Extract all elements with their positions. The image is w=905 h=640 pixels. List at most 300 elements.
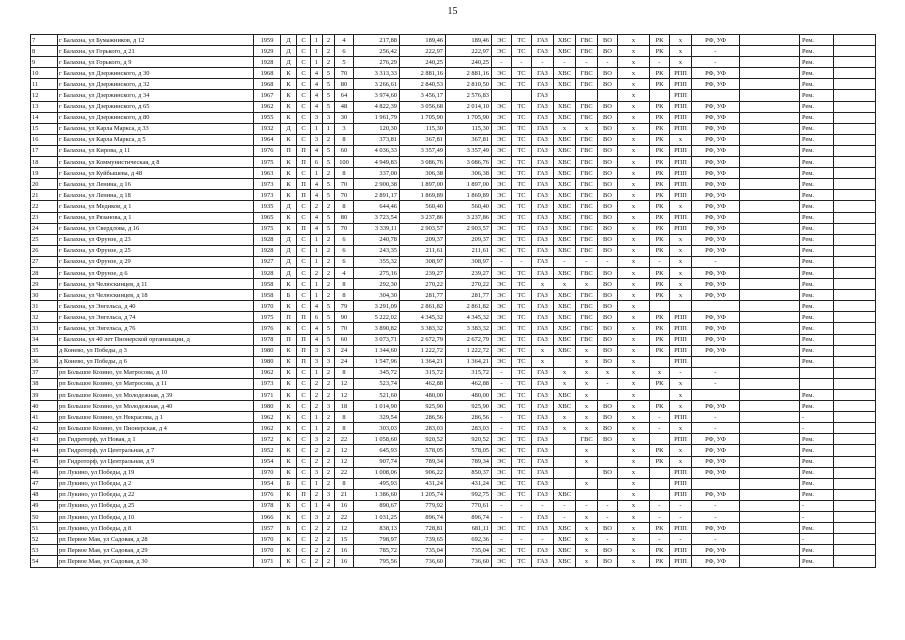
table-cell: 1980	[254, 401, 281, 412]
table-cell: 1 364,21	[446, 356, 492, 367]
table-cell: ГАЗ	[532, 467, 554, 478]
table-cell: РК	[650, 112, 670, 123]
table-cell: д Конево, ул Победы, д 6	[58, 356, 254, 367]
table-cell: ХВС	[554, 290, 576, 301]
table-cell: РПП	[670, 79, 692, 90]
table-cell: 1928	[254, 245, 281, 256]
table-cell: 1	[311, 234, 323, 245]
table-cell	[740, 57, 800, 68]
table-cell: х	[618, 179, 650, 190]
table-cell: РФ, УФ	[692, 245, 740, 256]
table-cell: 2	[311, 378, 323, 389]
table-cell: 90	[335, 312, 354, 323]
table-cell: г Балахна, ул Челюскинцев, д 18	[58, 290, 254, 301]
table-cell: С	[297, 245, 311, 256]
table-cell: ТС	[512, 35, 532, 46]
table-cell	[650, 90, 670, 101]
table-cell	[834, 157, 876, 168]
table-cell: ТС	[512, 201, 532, 212]
table-cell: х	[618, 90, 650, 101]
table-cell	[650, 390, 670, 401]
table-cell: РФ, УФ	[692, 68, 740, 79]
table-cell: 22	[335, 434, 354, 445]
table-cell: 739,65	[400, 534, 446, 545]
table-cell: 115,30	[446, 123, 492, 134]
table-cell: ЭС	[492, 168, 512, 179]
table-cell: 480,00	[400, 390, 446, 401]
table-cell	[740, 545, 800, 556]
table-cell: -	[598, 534, 618, 545]
table-row	[31, 423, 876, 434]
table-cell: ТС	[512, 179, 532, 190]
table-cell: П	[297, 157, 311, 168]
table-cell: ТС	[512, 401, 532, 412]
table-cell	[834, 323, 876, 334]
table-cell: 2	[323, 412, 335, 423]
table-cell: ХВС	[554, 68, 576, 79]
table-row	[31, 123, 876, 134]
table-cell: 70	[335, 68, 354, 79]
table-cell: 1980	[254, 345, 281, 356]
table-cell: 3	[323, 345, 335, 356]
table-cell: ГВС	[576, 35, 598, 46]
table-cell: РФ, УФ	[692, 267, 740, 278]
table-cell: 480,00	[446, 390, 492, 401]
table-cell: 5 222,02	[354, 312, 400, 323]
table-cell: 6	[311, 312, 323, 323]
table-cell: 1 869,89	[400, 190, 446, 201]
table-cell: 3	[335, 123, 354, 134]
table-cell: г Балахна, ул Фрунзе, д 23	[58, 234, 254, 245]
table-cell: 2	[311, 267, 323, 278]
table-cell: 5	[323, 79, 335, 90]
table-cell	[834, 456, 876, 467]
table-row	[31, 378, 876, 389]
table-cell: 770,61	[446, 500, 492, 511]
table-cell: П	[281, 334, 297, 345]
table-cell: 286,56	[446, 412, 492, 423]
table-cell: 46	[31, 467, 58, 478]
table-cell: х	[618, 112, 650, 123]
table-cell: РК	[650, 123, 670, 134]
table-cell: ГАЗ	[532, 101, 554, 112]
table-cell: 2	[323, 534, 335, 545]
table-cell	[740, 267, 800, 278]
table-cell: х	[576, 556, 598, 567]
table-cell: РФ, УФ	[692, 334, 740, 345]
table-cell: 115,30	[400, 123, 446, 134]
table-cell: ГАЗ	[532, 312, 554, 323]
table-cell: К	[281, 489, 297, 500]
table-cell	[576, 90, 598, 101]
table-cell: Рем.	[800, 112, 834, 123]
table-cell: С	[297, 467, 311, 478]
table-cell: 17	[31, 145, 58, 156]
table-cell: 80	[335, 79, 354, 90]
table-cell: 281,77	[400, 290, 446, 301]
table-cell: 5	[323, 157, 335, 168]
table-cell: 692,36	[446, 534, 492, 545]
table-cell: 578,05	[400, 445, 446, 456]
table-cell	[740, 35, 800, 46]
table-cell: ГВС	[576, 245, 598, 256]
table-cell: Рем.	[800, 134, 834, 145]
table-cell: 4	[311, 68, 323, 79]
table-cell: г Балахна, ул Дзержинского, д 30	[58, 68, 254, 79]
table-cell: ГАЗ	[532, 234, 554, 245]
table-cell: ХВС	[554, 46, 576, 57]
table-cell: х	[670, 57, 692, 68]
table-cell: 308,97	[446, 256, 492, 267]
table-cell: 2	[311, 523, 323, 534]
table-cell: -	[554, 500, 576, 511]
table-cell: ВО	[598, 112, 618, 123]
table-cell: К	[281, 101, 297, 112]
table-cell: ЭС	[492, 467, 512, 478]
table-cell: ЭС	[492, 245, 512, 256]
table-cell: 2	[323, 46, 335, 57]
table-cell: П	[297, 145, 311, 156]
table-cell: ГВС	[576, 145, 598, 156]
table-row	[31, 345, 876, 356]
table-cell	[834, 301, 876, 312]
table-row	[31, 445, 876, 456]
table-cell: 560,40	[446, 201, 492, 212]
table-cell: РК	[650, 279, 670, 290]
table-cell: С	[297, 201, 311, 212]
table-cell: ВО	[598, 35, 618, 46]
table-cell: 345,72	[354, 367, 400, 378]
table-cell: 306,38	[446, 168, 492, 179]
table-cell	[834, 190, 876, 201]
table-cell: 1958	[254, 290, 281, 301]
table-cell: 798,97	[354, 534, 400, 545]
table-row	[31, 356, 876, 367]
table-cell: РПП	[670, 467, 692, 478]
table-cell: С	[297, 123, 311, 134]
table-cell: 222,97	[446, 46, 492, 57]
table-cell: г Балахна, ул Фрунзе, д 25	[58, 245, 254, 256]
table-cell: 373,81	[354, 134, 400, 145]
table-cell: 3	[311, 512, 323, 523]
table-cell: С	[297, 267, 311, 278]
table-cell: ТС	[512, 79, 532, 90]
table-cell: РПП	[670, 312, 692, 323]
table-cell: х	[650, 367, 670, 378]
table-cell: РПП	[670, 489, 692, 500]
table-cell	[650, 489, 670, 500]
table-cell: 2	[323, 234, 335, 245]
table-cell: г Балахна, ул Горького, д 21	[58, 46, 254, 57]
table-cell	[740, 334, 800, 345]
table-cell: РПП	[670, 356, 692, 367]
table-cell: х	[618, 345, 650, 356]
table-cell: ВО	[598, 168, 618, 179]
table-cell: 2 810,50	[446, 79, 492, 90]
table-cell: 5	[323, 301, 335, 312]
table-cell: ГВС	[576, 190, 598, 201]
table-cell: рп Лукино, ул Победы, д 10	[58, 512, 254, 523]
table-row	[31, 168, 876, 179]
table-cell: С	[297, 434, 311, 445]
table-cell: ЭС	[492, 545, 512, 556]
table-cell: ВО	[598, 301, 618, 312]
table-cell	[554, 445, 576, 456]
table-cell: -	[598, 57, 618, 68]
table-cell: 521,60	[354, 390, 400, 401]
table-cell	[834, 145, 876, 156]
table-cell	[554, 456, 576, 467]
table-cell: 240,78	[354, 234, 400, 245]
table-cell: 1	[311, 57, 323, 68]
table-cell: 5	[323, 212, 335, 223]
table-cell: РК	[650, 223, 670, 234]
table-cell: 1	[311, 412, 323, 423]
table-cell: 2	[323, 467, 335, 478]
table-cell: 1975	[254, 157, 281, 168]
table-cell: х	[618, 301, 650, 312]
table-cell: х	[576, 356, 598, 367]
table-cell: 2	[323, 256, 335, 267]
table-cell: 2 903,57	[446, 223, 492, 234]
table-cell: 24	[335, 345, 354, 356]
table-cell: г Балахна, ул Бумажников, д 12	[58, 35, 254, 46]
table-cell: 1973	[254, 179, 281, 190]
table-cell: ГВС	[576, 179, 598, 190]
table-cell: 54	[31, 556, 58, 567]
table-cell: 890,67	[354, 500, 400, 511]
table-cell: РК	[650, 523, 670, 534]
table-cell: РФ, УФ	[692, 234, 740, 245]
table-cell: 30	[31, 290, 58, 301]
table-cell: -	[800, 500, 834, 511]
table-cell: ГАЗ	[532, 168, 554, 179]
table-cell: 14	[31, 112, 58, 123]
table-cell: 1	[311, 46, 323, 57]
table-cell: -	[650, 423, 670, 434]
table-cell	[740, 301, 800, 312]
table-cell: Рем.	[800, 456, 834, 467]
table-cell: ГАЗ	[532, 556, 554, 567]
table-cell: х	[618, 456, 650, 467]
table-cell: 8	[335, 168, 354, 179]
table-cell	[834, 500, 876, 511]
table-cell: -	[492, 367, 512, 378]
table-cell: х	[576, 545, 598, 556]
table-row	[31, 223, 876, 234]
table-cell: ТС	[512, 334, 532, 345]
table-cell: 5	[335, 57, 354, 68]
table-cell: ТС	[512, 467, 532, 478]
table-cell	[800, 378, 834, 389]
table-cell: РФ, УФ	[692, 223, 740, 234]
table-cell	[834, 179, 876, 190]
table-cell: г Балахна, ул Ленина, д 16	[58, 179, 254, 190]
table-cell	[740, 423, 800, 434]
table-cell: 1959	[254, 35, 281, 46]
table-cell: С	[297, 512, 311, 523]
table-cell: х	[576, 423, 598, 434]
table-cell: 462,88	[400, 378, 446, 389]
table-row	[31, 556, 876, 567]
table-cell: ХВС	[554, 390, 576, 401]
table-cell: 1 222,72	[446, 345, 492, 356]
table-cell: 1958	[254, 279, 281, 290]
table-cell: 906,22	[400, 467, 446, 478]
table-cell: ГАЗ	[532, 201, 554, 212]
table-cell: рп Первое Мая, ул Садовая, д 29	[58, 545, 254, 556]
table-row	[31, 434, 876, 445]
table-cell: 3	[323, 356, 335, 367]
table-cell: 920,52	[400, 434, 446, 445]
table-cell: РФ, УФ	[692, 556, 740, 567]
table-cell: 15	[31, 123, 58, 134]
table-cell: 5	[323, 101, 335, 112]
table-cell: ЭС	[492, 478, 512, 489]
page-number: 15	[447, 6, 458, 17]
table-cell: ТС	[512, 545, 532, 556]
table-cell: -	[650, 412, 670, 423]
table-row	[31, 401, 876, 412]
table-cell: РПП	[670, 478, 692, 489]
table-cell: рп Большое Козино, ул Молодежная, д 39	[58, 390, 254, 401]
table-cell	[834, 112, 876, 123]
table-cell: 4	[311, 323, 323, 334]
table-cell: 29	[31, 279, 58, 290]
table-cell: РФ, УФ	[692, 179, 740, 190]
table-cell: Рем.	[800, 35, 834, 46]
table-cell: 1968	[254, 68, 281, 79]
table-cell: -	[492, 256, 512, 267]
table-cell	[834, 223, 876, 234]
table-cell: П	[281, 312, 297, 323]
table-cell: 3 723,54	[354, 212, 400, 223]
table-cell: -	[692, 378, 740, 389]
table-cell: РФ, УФ	[692, 145, 740, 156]
table-cell: г Балахна, ул Энгельса, д 40	[58, 301, 254, 312]
table-cell: ТС	[512, 367, 532, 378]
table-cell: ЭС	[492, 267, 512, 278]
table-cell	[740, 523, 800, 534]
table-cell: РК	[650, 323, 670, 334]
table-cell: х	[576, 345, 598, 356]
table-cell: Рем.	[800, 223, 834, 234]
table-cell: РПП	[670, 157, 692, 168]
table-cell	[740, 112, 800, 123]
table-row	[31, 57, 876, 68]
table-cell: Д	[281, 46, 297, 57]
table-cell: РФ, УФ	[692, 489, 740, 500]
table-cell: ЭС	[492, 334, 512, 345]
table-cell: 1972	[254, 434, 281, 445]
table-cell: 5	[323, 90, 335, 101]
table-cell: ЭС	[492, 35, 512, 46]
table-cell: ХВС	[554, 145, 576, 156]
table-cell: х	[618, 201, 650, 212]
table-cell: -	[670, 512, 692, 523]
table-cell: 2 903,57	[400, 223, 446, 234]
table-cell: Б	[281, 523, 297, 534]
table-cell: -	[492, 412, 512, 423]
table-cell: 1964	[254, 134, 281, 145]
table-cell	[692, 356, 740, 367]
table-cell: Рем.	[800, 90, 834, 101]
table-cell: 211,61	[446, 245, 492, 256]
table-cell: 1	[311, 256, 323, 267]
table-cell	[740, 445, 800, 456]
table-cell: -	[492, 500, 512, 511]
table-cell: ХВС	[554, 101, 576, 112]
table-cell: ТС	[512, 101, 532, 112]
table-cell: ГВС	[576, 312, 598, 323]
table-cell: ВО	[598, 79, 618, 90]
table-cell: рп Гидроторф, ул Центральная, д 9	[58, 456, 254, 467]
table-cell: -	[692, 367, 740, 378]
table-cell: ТС	[512, 412, 532, 423]
table-cell: К	[281, 68, 297, 79]
table-cell: -	[650, 534, 670, 545]
table-cell: -	[554, 256, 576, 267]
table-cell: ГВС	[576, 212, 598, 223]
table-cell: ТС	[512, 445, 532, 456]
table-cell: г Балахна, ул Карла Маркса, д 5	[58, 134, 254, 145]
table-row	[31, 46, 876, 57]
table-cell	[834, 467, 876, 478]
table-cell: х	[576, 279, 598, 290]
table-cell: 2	[323, 290, 335, 301]
table-cell	[740, 367, 800, 378]
table-cell: ХВС	[554, 534, 576, 545]
table-cell: 3 357,49	[446, 145, 492, 156]
table-cell	[834, 434, 876, 445]
table-cell: 4 949,83	[354, 157, 400, 168]
table-cell: 222,97	[400, 46, 446, 57]
table-cell: г Балахна, ул 40 лет Пионерской организации, д	[58, 334, 254, 345]
table-cell: -	[492, 534, 512, 545]
table-cell: 1 014,90	[354, 401, 400, 412]
table-cell: К	[281, 445, 297, 456]
table-cell: К	[281, 90, 297, 101]
table-cell: 44	[31, 445, 58, 456]
table-cell: х	[532, 345, 554, 356]
table-cell: 1976	[254, 145, 281, 156]
table-cell: рп Большое Козино, ул Матросова, д 11	[58, 378, 254, 389]
table-cell: х	[618, 57, 650, 68]
table-row	[31, 512, 876, 523]
table-cell	[834, 534, 876, 545]
table-cell: х	[618, 334, 650, 345]
table-cell: 243,35	[354, 245, 400, 256]
table-cell: ГАЗ	[532, 334, 554, 345]
table-cell: 70	[335, 190, 354, 201]
table-cell: ТС	[512, 434, 532, 445]
table-cell: 2 576,83	[446, 90, 492, 101]
table-cell: П	[297, 312, 311, 323]
table-cell	[492, 90, 512, 101]
table-cell: х	[618, 423, 650, 434]
table-cell: С	[297, 168, 311, 179]
table-cell: ВО	[598, 101, 618, 112]
table-cell: ЭС	[492, 390, 512, 401]
table-cell: К	[281, 323, 297, 334]
table-cell: 2	[323, 267, 335, 278]
table-cell: РК	[650, 35, 670, 46]
table-cell: 1	[311, 478, 323, 489]
table-cell	[740, 345, 800, 356]
table-cell	[650, 478, 670, 489]
table-cell: 21	[31, 190, 58, 201]
table-cell: рп Лукино, ул Победы, д 22	[58, 489, 254, 500]
